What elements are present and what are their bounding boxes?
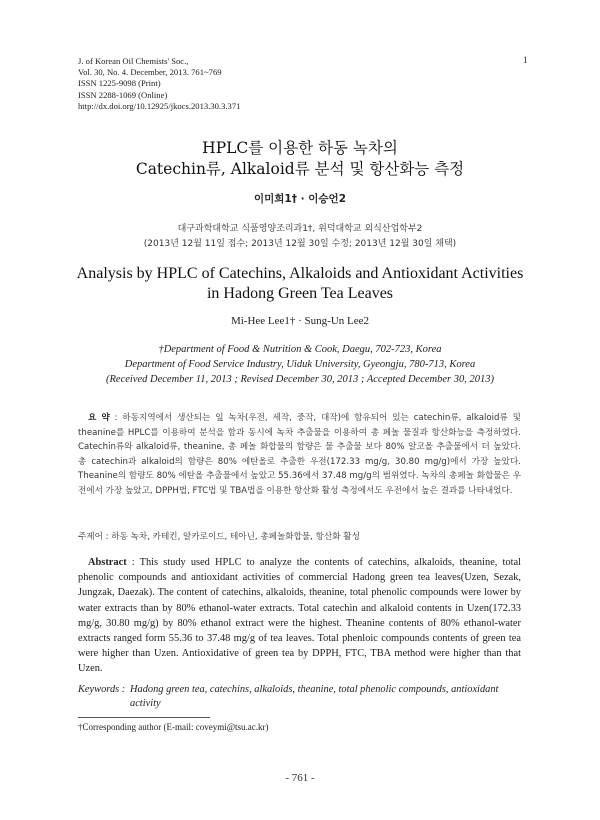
page-number-footer: - 761 - [285, 772, 315, 784]
affiliation-korean: 대구과학대학교 식품영양조리과1†, 위덕대학교 외식산업학부2 [177, 224, 423, 234]
keywords-english [78, 683, 528, 711]
keywords-english-line1: Hadong green tea, catechins, alkaloids, theanine, total phenolic compounds, antioxidant [130, 684, 499, 695]
affiliation-english-2: Department of Food Service Industry, Uiduk University, Gyeongju, 780-713, Korea [124, 359, 476, 370]
page-number-top: 1 [523, 55, 528, 65]
dates-korean: (2013년 12월 11일 접수; 2013년 12월 30일 수정; 2013년 12월 30일 채택) [143, 239, 457, 249]
title-korean-line2: Catechin류, Alkaloid류 분석 및 항산화능 측정 [135, 160, 465, 178]
abstract-korean-label: 요 약 [88, 413, 110, 423]
footnote-divider [78, 717, 210, 718]
abstract-korean-text: : 하동지역에서 생산되는 잎 녹차(우전, 세작, 중작, 대작)에 함유되어 있는 catechin류, alkaloid류 및 theanine를 HPLC를 이용하여 분석을 함과 동시에 녹차 추출물을 이용하여 총 페놀 물질과 항산화능을 측정하였다. Catechin류와 alkaloid류, theanine, 총 페놀 화합물의 함량은 물 추출물 보다 80% 알코올 추출물에서 더 높았다. 총 catechin과 alkaloid의 함량은 80% 에탄올로 추출한 우전(172.33 mg/g, 30.80 mg/g)에서 가장 높았다. Theanine의 함량도 80% 에탄올 추출물에서 높았고 55.36에서 37.48 mg/g의 범위였다. 녹차의 총페놀 화합물은 우전에서 가장 높았고, DPPH법, FTC법 및 TBA법을 이용한 항산화 활성 측정에서도 우전에서 높은 결과를 나타내었다. [78, 413, 521, 496]
authors-korean: 이미희1† · 이승언2 [253, 193, 347, 205]
doi-link[interactable]: http://dx.doi.org/10.12925/jkocs.2013.30.3.371 [78, 100, 241, 111]
keywords-english-line2: activity [130, 698, 161, 709]
abstract-english-text: : This study used HPLC to analyze the contents of catechins, alkaloids, theanine, total phenolic compounds and antioxidant activities of commercial Hadong green tea leaves(Uzen, Sezak, Jungzak, Daezak). The content of catechins, alkaloids, theanine, total phenolic compounds were lower by water extracts than by 80% ethanol-water extracts. Total catechin and alkaloid contents in Uzen(172.33 mg/g, 30.80 mg/g) by 80% ethanol extract were the highest. Theanine contents of 80% ethanol-water extracts ranged form 55.36 to 37.48 mg/g of tea leaves. Total phenloic compounds contents of green tea were higher than Uzen. Antioxidative of green tea by DPPH, FTC, TBA method were higher than that Uzen. [78, 557, 521, 675]
journal-volume: Vol. 30, No. 4. December, 2013. 761~769 [78, 67, 222, 78]
abstract-english-label: Abstract [88, 557, 127, 568]
footnote-corresponding-author: †Corresponding author (E-mail: coveymi@tsu.ac.kr) [78, 722, 269, 732]
dates-english: (Received December 11, 2013 ; Revised December 30, 2013 ; Accepted December 30, 2013) [106, 374, 494, 385]
issn-print: ISSN 1225-9098 (Print) [78, 78, 161, 89]
title-english-line2: in Hadong Green Tea Leaves [206, 285, 394, 302]
authors-english: Mi-Hee Lee1† · Sung-Un Lee2 [230, 315, 370, 327]
journal-name: J. of Korean Oil Chemists' Soc., [78, 56, 189, 66]
title-korean-line1: HPLC를 이용한 하동 녹차의 [202, 139, 398, 157]
journal-header [78, 56, 240, 112]
keywords-korean: 주제어 : 하동 녹차, 카테킨, 알카로이드, 테아닌, 총페놀화합물, 항산화 활성 [78, 532, 360, 542]
abstract-english [78, 555, 521, 677]
issn-online: ISSN 2288-1069 (Online) [78, 89, 168, 100]
affiliation-english-1: †Department of Food & Nutrition & Cook, Daegu, 702-723, Korea [158, 344, 442, 355]
keywords-english-label: Keywords [78, 684, 120, 695]
abstract-korean [78, 411, 521, 499]
title-english-line1: Analysis by HPLC of Catechins, Alkaloids and Antioxidant Activities [76, 265, 524, 282]
keywords-english-sep: : [121, 684, 126, 695]
